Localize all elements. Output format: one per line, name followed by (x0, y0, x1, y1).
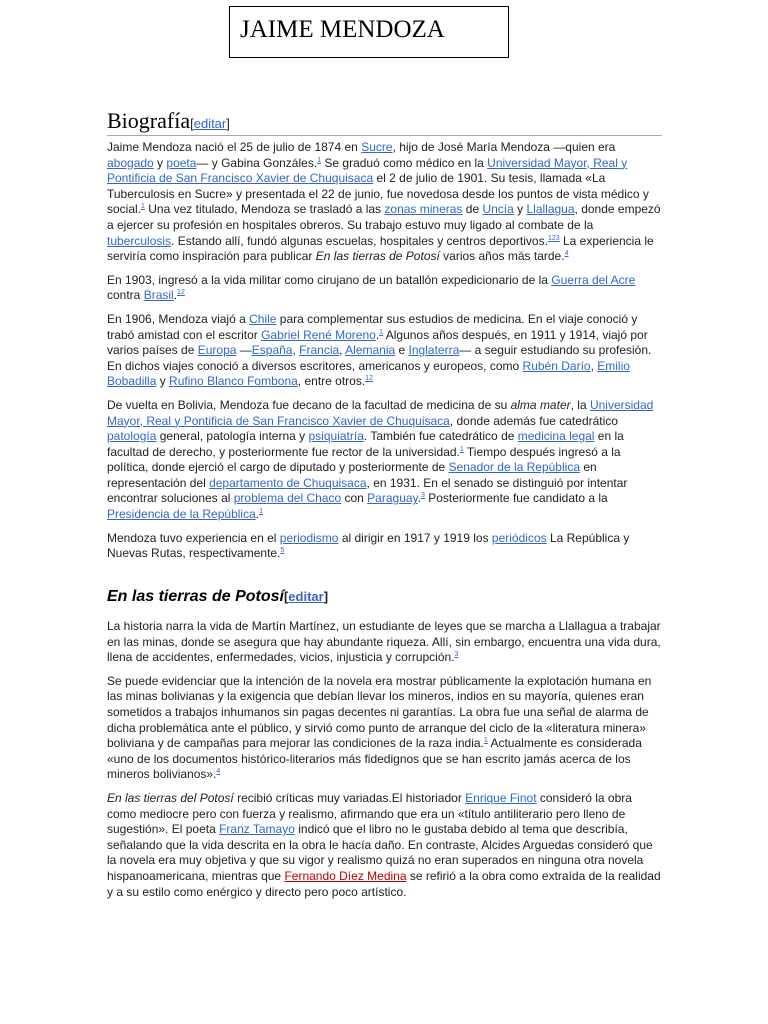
link-psiquiatria[interactable]: psiquiatría (308, 429, 364, 444)
novel-content (107, 619, 663, 908)
paragraph: En 1903, ingresó a la vida militar como cirujano de un batallón expedicionario de la Guerra del Acre contra Brasil.$^{12}$ (107, 272, 636, 303)
link-guerra-del-acre[interactable]: Guerra del Acre (551, 272, 636, 287)
link-espana[interactable]: España (251, 343, 293, 358)
link-sucre[interactable]: Sucre (361, 140, 393, 154)
reference-link[interactable]: 1 (141, 203, 145, 211)
section-heading-novela (107, 588, 662, 606)
title-box (229, 6, 509, 58)
link-rufino-blanco-fombona[interactable]: Rufino Blanco Fombona (169, 374, 298, 389)
paragraph: Se puede evidenciar que la intención de la novela era mostrar públicamente la explotación humana en las minas bolivianas y la exigencia que debían llevar los mineros, indios en su mayoría, quienes eran sometidos a trabajos inhumanos sin pagas decentes ni garantías. La obra fue una señal de alarma de dicha problemática ante el público, y sirvió como punto de arranque del ciclo de la «literatura minera» boliviana y de campañas para mejorar las condiciones de la raza india.$^1$ Actualmente es considerada «uno de los documentos histórico-literarios más fidedignos que se han escrito jamás acerca de los mineros bolivianos».$^4$ (107, 673, 652, 782)
link-patologia[interactable]: patología (107, 429, 157, 444)
link-presidencia[interactable]: Presidencia de la República (107, 507, 256, 522)
link-enrique-finot[interactable]: Enrique Finot (465, 790, 537, 805)
reference-link[interactable]: 12 (177, 289, 185, 297)
reference-link[interactable]: 5 (280, 547, 285, 555)
edit-link[interactable]: editar (288, 589, 324, 604)
edit-link[interactable]: editar (193, 116, 227, 131)
heading-text: Biografía (107, 108, 191, 133)
link-universidad[interactable]: Universidad Mayor, Real y Pontificia de San Francisco Xavier de Chuquisaca (107, 397, 654, 428)
paragraph: En 1906, Mendoza viajó a Chile para complementar sus estudios de medicina. En el viaje conoció y trabó amistad con el escritor Gabriel René Moreno.$^1$ Algunos años después, en 1911 y 1914, viajó por varios países de Europa —España, Francia, Alemania e Inglaterra— a seguir estudiando su profesión. En dichos viajes conoció a diversos escritores, americanos y europeos, como Rubén Darío, Emilio Bobadilla y Rufino Blanco Fombona, entre otros.$^{12}$ (107, 311, 652, 389)
link-paraguay[interactable]: Paraguay (367, 491, 418, 506)
reference-link[interactable]: 4 (564, 250, 569, 258)
link-francia[interactable]: Francia (299, 343, 340, 358)
reference-link[interactable]: 1 (259, 508, 264, 516)
document-title: JAIME MENDOZA (240, 16, 445, 43)
edit-section-link: [editar] (190, 116, 230, 131)
edit-section-link: [editar] (283, 589, 329, 604)
link-ruben-dario[interactable]: Rubén Darío (522, 358, 591, 373)
paragraph: Jaime Mendoza nació el 25 de julio de 1874 en Sucre, hijo de José María Mendoza —quien era abogado y poeta— y Gabina Gonzáles.$^1$ Se graduó como médico en la Universidad Mayor, Real y Pontificia de San Francisco Xavier de Chuquisaca el 2 de julio de 1901. Su tesis, llamada «La Tuberculosis en Sucre» y presentada el 22 de junio, fue novedosa desde los puntos de vista médico y social.$^1$ Una vez titulado, Mendoza se trasladó a las zonas mineras de Uncía y Llallagua, donde empezó a ejercer su profesión en hospitales obreros. Su trabajo estuvo muy ligado al combate de la tuberculosis. Estando allí, fundó algunas escuelas, hospitales y centros deportivos.$^{123}$ La experiencia le serviría como inspiración para publicar En las tierras de Potosí varios años más tarde.$^4$ (107, 140, 661, 264)
link-alemania[interactable]: Alemania (345, 343, 396, 358)
link-chile[interactable]: Chile (249, 311, 277, 326)
reference-link[interactable]: 1 (379, 328, 384, 336)
link-departamento-chuquisaca[interactable]: departamento de Chuquisaca (209, 475, 367, 490)
redlink-fernando-diez-medina[interactable]: Fernando Díez Medina (284, 868, 407, 883)
link-inglaterra[interactable]: Inglaterra (408, 343, 460, 358)
link-uncia[interactable]: Uncía (482, 202, 514, 217)
reference-link[interactable]: 1 (483, 737, 488, 745)
biography-content (107, 140, 663, 570)
reference-link[interactable]: 12 (365, 375, 373, 383)
link-emilio-bobadilla[interactable]: Emilio Bobadilla (107, 358, 630, 389)
link-periodismo[interactable]: periodismo (279, 530, 339, 545)
reference-link[interactable]: 4 (216, 768, 221, 776)
section-heading-biografia (107, 108, 662, 136)
link-zonas-mineras[interactable]: zonas mineras (384, 202, 463, 217)
link-medicina-legal[interactable]: medicina legal (517, 429, 595, 444)
link-llallagua[interactable]: Llallagua (526, 202, 575, 217)
link-periodicos[interactable]: periódicos (491, 530, 547, 545)
link-tuberculosis[interactable]: tuberculosis (107, 233, 172, 248)
link-senador[interactable]: Senador de la República (448, 460, 580, 475)
link-problema-del-chaco[interactable]: problema del Chaco (233, 491, 342, 506)
reference-link[interactable]: 3 (421, 492, 425, 500)
link-abogado[interactable]: abogado (107, 155, 154, 170)
link-poeta[interactable]: poeta (166, 155, 197, 170)
reference-link[interactable]: 1 (317, 156, 322, 164)
link-gabriel-rene-moreno[interactable]: Gabriel René Moreno (261, 327, 376, 342)
paragraph: En las tierras del Potosí recibió críticas muy variadas.El historiador Enrique Finot consideró la obra como mediocre pero con fuerza y realismo, afirmando que era un «título antiliterario pero lleno de sugestión». El poeta Franz Tamayo indicó que el libro no le gustaba debido al tema que describía, señalando que la vida descrita en la obra le hacía daño. En contraste, Alcides Arguedas consideró que la novela era muy objetiva y que su vigor y realismo quizá no eran superados en ninguna otra novela hispanoamericana, mientras que Fernando Díez Medina se refirió a la obra como extraída de la realidad y a su estilo como enérgico y directo pero poco artístico. (107, 790, 661, 899)
heading-text: En las tierras de Potosí (107, 588, 284, 605)
reference-link[interactable]: 1 (459, 445, 464, 453)
paragraph: La historia narra la vida de Martín Martínez, un estudiante de leyes que se marcha a Llallagua a trabajar en las minas, donde se asegura que hay abundante riqueza. Allí, sin embargo, encuentra una vida dura, llena de accidentes, enfermedades, vicios, injusticia y corrupción.$^3$ (107, 619, 661, 665)
link-universidad[interactable]: Universidad Mayor, Real y Pontificia de San Francisco Xavier de Chuquisaca (107, 155, 628, 186)
paragraph: De vuelta en Bolivia, Mendoza fue decano de la facultad de medicina de su alma mater, la Universidad Mayor, Real y Pontificia de San Francisco Xavier de Chuquisaca, donde además fue catedrático patología general, patología interna y psiquiatría. También fue catedrático de medicina legal en la facultad de derecho, y posteriormente fue rector de la universidad.$^1$ Tiempo después ingresó a la política, donde ejerció el cargo de diputado y posteriormente de Senador de la República en representación del departamento de Chuquisaca, en 1931. En el senado se distinguió por intentar encontrar soluciones al problema del Chaco con Paraguay.$^3$ Posteriormente fue candidato a la Presidencia de la República.$^1$ (107, 397, 654, 522)
link-brasil[interactable]: Brasil (143, 288, 174, 303)
link-europa[interactable]: Europa (197, 343, 237, 358)
reference-link[interactable]: 3 (454, 651, 459, 659)
link-franz-tamayo[interactable]: Franz Tamayo (219, 822, 295, 837)
reference-link[interactable]: 123 (547, 234, 560, 242)
paragraph: Mendoza tuvo experiencia en el periodismo al dirigir en 1917 y 1919 los periódicos La República y Nuevas Rutas, respectivamente.$^5$ (107, 530, 630, 561)
